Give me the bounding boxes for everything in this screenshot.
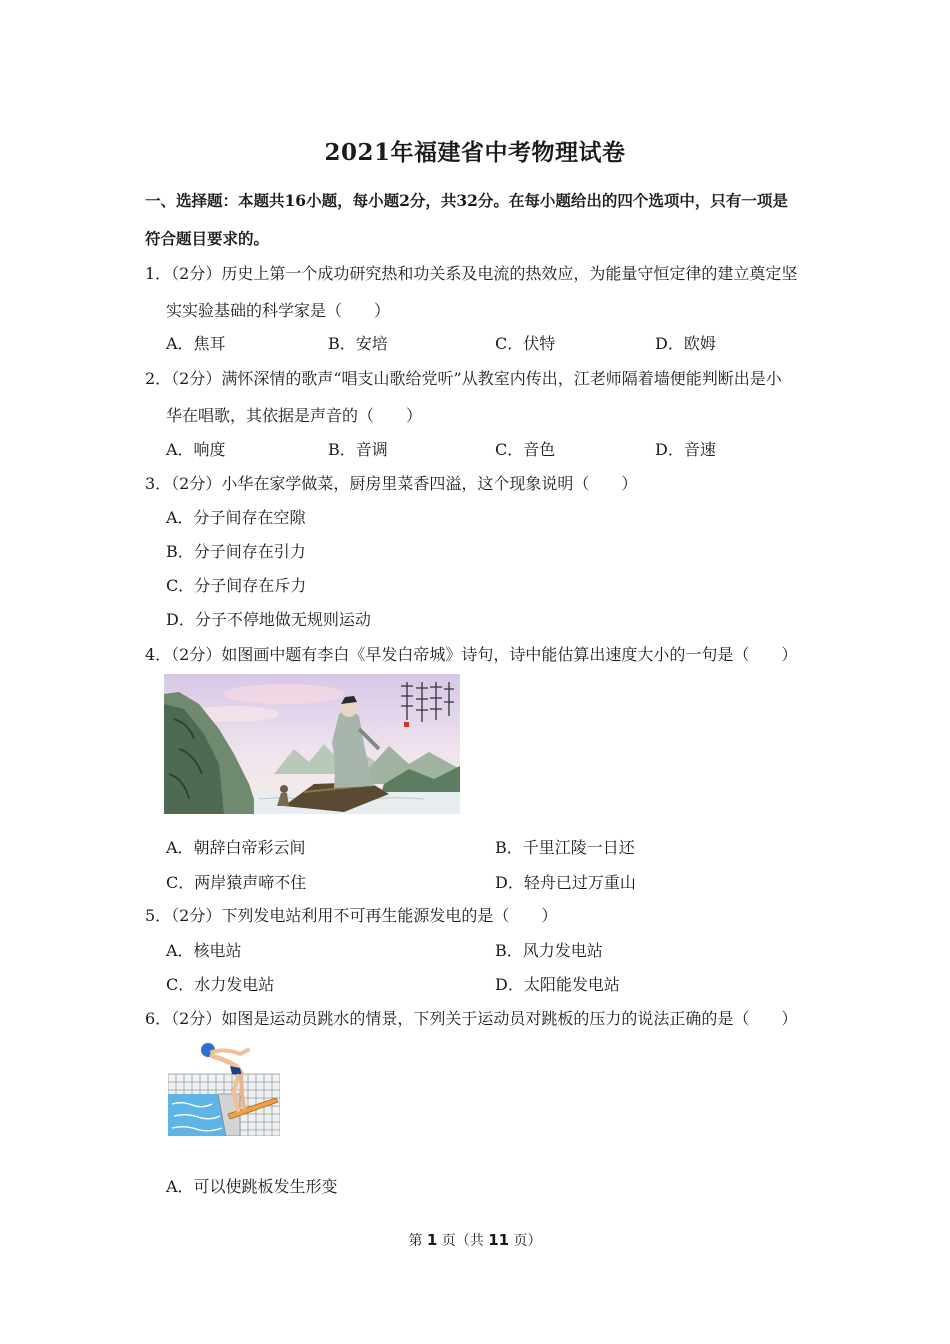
question-1-option-c: C．伏特 [495, 334, 556, 353]
question-1-line2: 实实验基础的科学家是（ ） [166, 301, 391, 320]
page-footer [0, 1230, 950, 1250]
question-4-line1: 4．（2分）如图画中题有李白《早发白帝城》诗句，诗中能估算出速度大小的一句是（ ） [145, 645, 798, 664]
question-5-option-c: C．水力发电站 [166, 975, 275, 994]
question-2-option-c: C．音色 [495, 440, 556, 459]
question-3-line1: 3．（2分）小华在家学做菜，厨房里菜香四溢，这个现象说明（ ） [145, 474, 638, 493]
question-3-option-d: D．分子不停地做无规则运动 [166, 610, 371, 629]
question-4-option-c: C．两岸猿声啼不住 [166, 873, 307, 892]
question-4-option-b: B．千里江陵一日还 [495, 838, 635, 857]
question-1-line1: 1．（2分）历史上第一个成功研究热和功关系及电流的热效应，为能量守恒定律的建立奠定坚 [145, 264, 798, 283]
question-1-option-a: A．焦耳 [166, 334, 226, 353]
footer-total-pages: 11 [488, 1231, 510, 1249]
question-5-line1: 5．（2分）下列发电站利用不可再生能源发电的是（ ） [145, 906, 558, 925]
question-2-line2: 华在唱歌，其依据是声音的（ ） [166, 406, 423, 425]
footer-middle: 页（共 [437, 1233, 489, 1249]
question-5-option-d: D．太阳能发电站 [495, 975, 620, 994]
footer-suffix: 页） [509, 1233, 542, 1249]
question-6-line1: 6．（2分）如图是运动员跳水的情景，下列关于运动员对跳板的压力的说法正确的是（ ） [145, 1009, 798, 1028]
section-heading-line1: 一、选择题：本题共16小题，每小题2分，共32分。在每小题给出的四个选项中，只有一项是 [145, 191, 788, 210]
question-5-option-a: A．核电站 [166, 941, 242, 960]
question-6-option-a: A．可以使跳板发生形变 [166, 1177, 338, 1196]
question-3-option-c: C．分子间存在斥力 [166, 576, 307, 595]
question-3-option-b: B．分子间存在引力 [166, 542, 306, 561]
question-1-option-d: D．欧姆 [655, 334, 716, 353]
diving-board-illustration [168, 1038, 280, 1136]
footer-prefix: 第 [408, 1233, 427, 1249]
question-2-option-d: D．音速 [655, 440, 716, 459]
poem-painting-illustration [164, 674, 460, 814]
question-4-option-d: D．轻舟已过万重山 [495, 873, 636, 892]
question-5-option-b: B．风力发电站 [495, 941, 603, 960]
section-heading-line2: 符合题目要求的。 [145, 229, 270, 248]
question-2-option-a: A．响度 [166, 440, 226, 459]
footer-page-number: 1 [426, 1231, 438, 1249]
question-1-option-b: B．安培 [328, 334, 388, 353]
question-3-option-a: A．分子间存在空隙 [166, 508, 306, 527]
question-2-line1: 2．（2分）满怀深情的歌声“唱支山歌给党听”从教室内传出，江老师隔着墙便能判断出是小 [145, 369, 782, 388]
question-2-option-b: B．音调 [328, 440, 388, 459]
page-title: 2021年福建省中考物理试卷 [324, 139, 626, 166]
question-4-option-a: A．朝辞白帝彩云间 [166, 838, 306, 857]
